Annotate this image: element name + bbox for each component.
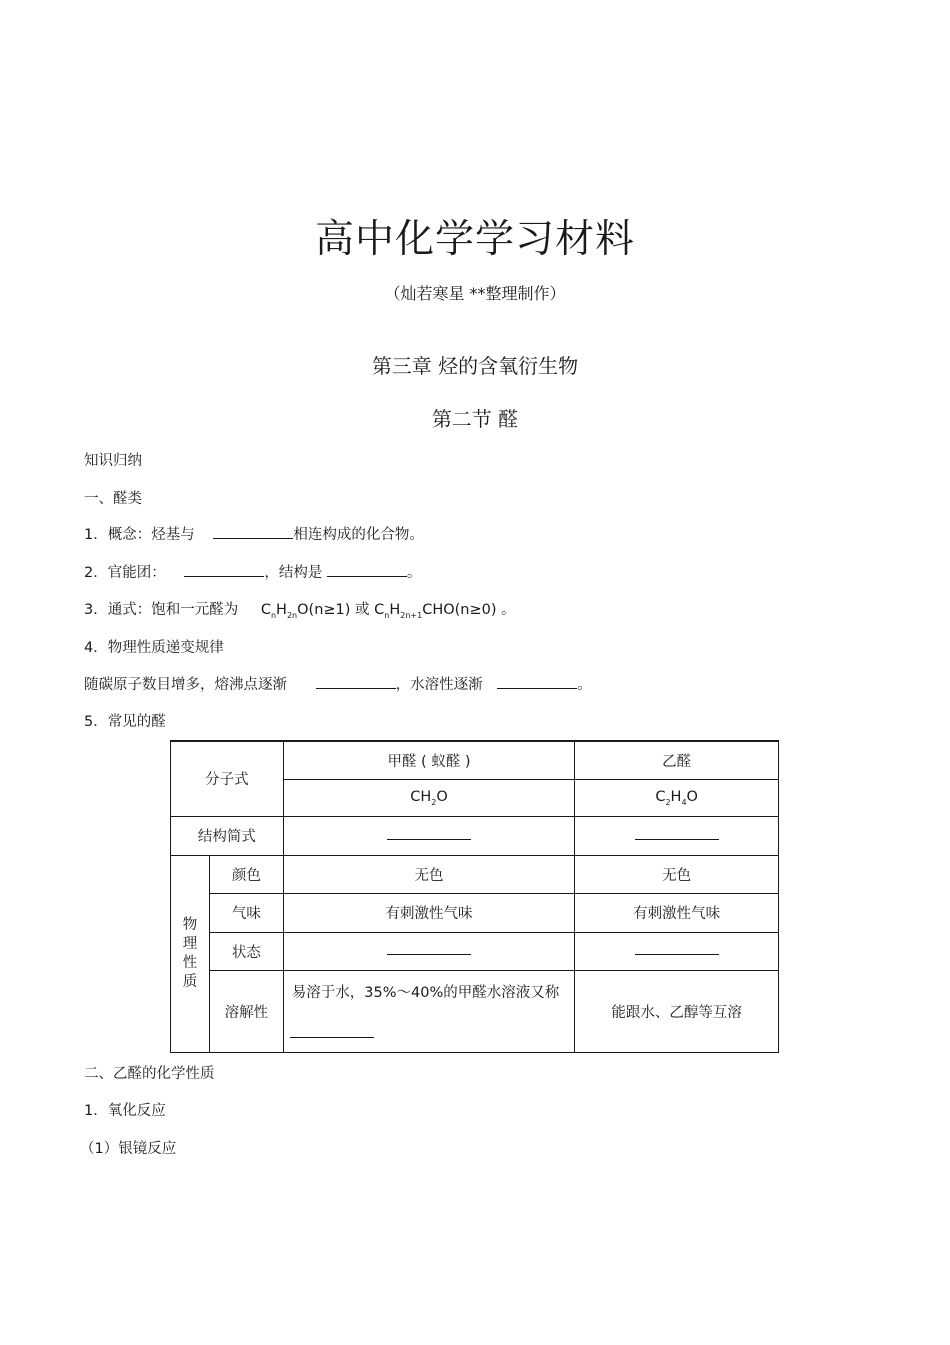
formula-part: O (436, 788, 448, 805)
odor-header: 气味 (209, 893, 283, 932)
fill-blank (387, 944, 471, 955)
formaldehyde-structure (283, 816, 575, 855)
formula-part: H (389, 602, 401, 618)
section-heading: 第二节 醛 (431, 407, 519, 431)
structure-text: ，结构是 (264, 565, 323, 581)
concept-line (84, 523, 424, 544)
formula-subscript: 4 (681, 797, 687, 807)
formula-part: CHO(n≥0) 。 (422, 602, 516, 618)
vertical-char: 物 (182, 916, 198, 933)
solubility-header: 溶解性 (209, 970, 283, 1052)
acetaldehyde-header: 乙醛 (575, 741, 779, 779)
document-title: 高中化学学习材料 (314, 217, 635, 262)
acetaldehyde-odor: 有刺激性气味 (575, 893, 779, 932)
formula-subscript: 2n+1 (400, 610, 423, 620)
table-row (171, 970, 779, 1052)
silver-mirror-heading: （1）银镜反应 (80, 1141, 177, 1157)
acetaldehyde-solubility: 能跟水、乙醇等互溶 (575, 970, 779, 1052)
formaldehyde-solubility-text: 易溶于水，35%～40%的甲醛水溶液又称 (291, 984, 560, 1001)
molecular-formula-header: 分子式 (171, 741, 284, 816)
formula-part: C (655, 788, 666, 805)
functional-group-text: 2．官能团： (84, 565, 166, 581)
table-row (171, 932, 779, 970)
formaldehyde-solubility (283, 970, 575, 1052)
concept-text-end: 相连构成的化合物。 (293, 527, 424, 543)
acetaldehyde-color: 无色 (575, 855, 779, 893)
fill-blank (635, 944, 719, 955)
physical-properties-label (171, 916, 209, 992)
formula-expression (261, 602, 516, 618)
fill-blank (184, 562, 264, 577)
acetaldehyde-state (575, 932, 779, 970)
oxidation-heading: 1．氧化反应 (84, 1103, 166, 1119)
vertical-char: 理 (182, 935, 198, 952)
fill-blank (290, 1027, 374, 1038)
table-row (171, 893, 779, 932)
state-header: 状态 (209, 932, 283, 970)
period-text: 。 (577, 677, 592, 693)
aldehyde-class-heading: 一、醛类 (84, 491, 142, 507)
chapter-heading: 第三章 烃的含氧衍生物 (371, 354, 579, 378)
fill-blank (497, 674, 577, 689)
general-formula-text: 3．通式：饱和一元醛为 (84, 602, 239, 618)
functional-group-line (84, 561, 421, 582)
acetaldehyde-formula (575, 779, 779, 816)
formula-subscript: 2n (286, 610, 298, 620)
formaldehyde-header: 甲醛 ( 蚁醛 ) (283, 741, 575, 779)
formula-part: CH (410, 788, 432, 805)
formaldehyde-odor: 有刺激性气味 (283, 893, 575, 932)
formula-subscript: 2 (431, 797, 437, 807)
formula-part: H (276, 602, 287, 618)
formula-part: O (686, 788, 698, 805)
concept-text: 1．概念：烃基与 (84, 527, 195, 543)
fill-blank (387, 829, 471, 840)
fill-blank (213, 524, 293, 539)
solubility-trend-text: ，水溶性逐渐 (395, 677, 483, 693)
aldehyde-table (170, 740, 779, 1053)
physical-properties-header (171, 855, 210, 1052)
vertical-char: 性 (182, 954, 198, 971)
table-row (171, 816, 779, 855)
vertical-char: 质 (182, 973, 198, 990)
document-subtitle: （灿若寒星 **整理制作） (384, 284, 566, 303)
formaldehyde-state (283, 932, 575, 970)
physical-trend-heading: 4．物理性质递变规律 (84, 640, 224, 656)
acetaldehyde-structure (575, 816, 779, 855)
table-row (171, 855, 779, 893)
physical-trend-line (84, 673, 592, 694)
knowledge-summary-heading: 知识归纳 (84, 453, 142, 469)
fill-blank (635, 829, 719, 840)
trend-text: 随碳原子数目增多，熔沸点逐渐 (84, 677, 287, 693)
formula-part: O(n≥1) 或 C (297, 602, 385, 618)
chemical-properties-heading: 二、乙醛的化学性质 (84, 1066, 215, 1082)
formula-subscript: n (270, 610, 277, 620)
period-text: 。 (406, 565, 422, 581)
formula-subscript: n (384, 610, 390, 620)
common-aldehydes-heading: 5．常见的醛 (84, 714, 166, 730)
table-row (171, 741, 779, 779)
formaldehyde-color: 无色 (283, 855, 575, 893)
formula-part: C (260, 602, 271, 618)
color-header: 颜色 (209, 855, 283, 893)
formula-part: H (670, 788, 682, 805)
fill-blank (327, 562, 407, 577)
general-formula-line (84, 598, 516, 620)
structure-header: 结构简式 (171, 816, 284, 855)
formula-subscript: 2 (665, 797, 671, 807)
fill-blank (316, 674, 396, 689)
formaldehyde-formula (283, 779, 575, 816)
